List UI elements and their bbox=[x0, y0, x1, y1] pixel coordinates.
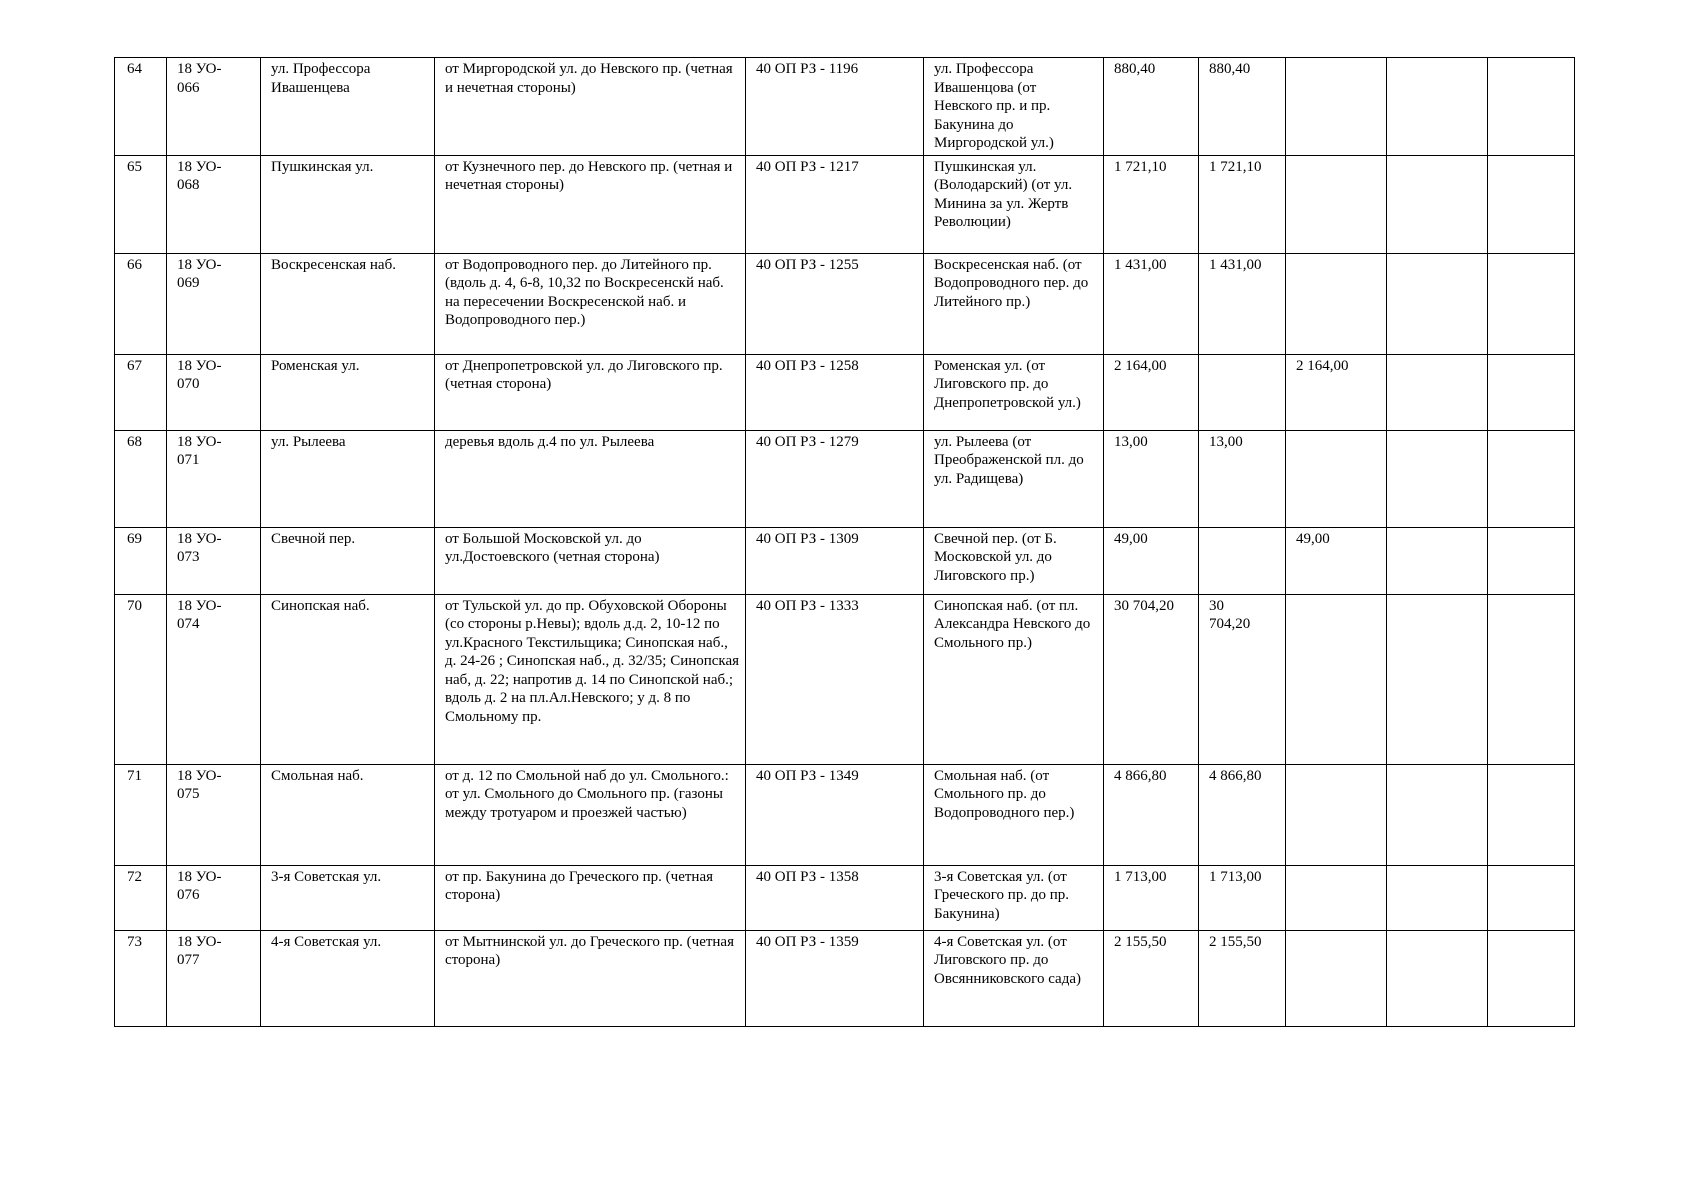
area-col-3 bbox=[1387, 354, 1488, 430]
row-number: 69 bbox=[115, 527, 167, 594]
area-col-4 bbox=[1488, 58, 1575, 156]
area-col-4 bbox=[1488, 354, 1575, 430]
row-number: 68 bbox=[115, 430, 167, 527]
total-area: 30 704,20 bbox=[1104, 594, 1199, 764]
object-name: ул. Рылеева bbox=[261, 430, 435, 527]
object-code: 18 УО- 073 bbox=[167, 527, 261, 594]
row-number: 64 bbox=[115, 58, 167, 156]
row-number: 73 bbox=[115, 930, 167, 1026]
table-row bbox=[115, 155, 1575, 253]
object-code: 18 УО- 066 bbox=[167, 58, 261, 156]
object-code: 18 УО- 068 bbox=[167, 155, 261, 253]
object-name: Смольная наб. bbox=[261, 764, 435, 865]
road-description: 4-я Советская ул. (от Лиговского пр. до Овсянниковского сада) bbox=[924, 930, 1104, 1026]
road-reg-number: 40 ОП РЗ - 1196 bbox=[746, 58, 924, 156]
area-col-2 bbox=[1286, 253, 1387, 354]
object-location: от пр. Бакунина до Греческого пр. (четная сторона) bbox=[435, 865, 746, 930]
object-name: ул. Профессора Ивашенцева bbox=[261, 58, 435, 156]
area-col-1 bbox=[1199, 354, 1286, 430]
table-row bbox=[115, 253, 1575, 354]
object-location: от Кузнечного пер. до Невского пр. (четная и нечетная стороны) bbox=[435, 155, 746, 253]
road-description: Свечной пер. (от Б. Московской ул. до Лиговского пр.) bbox=[924, 527, 1104, 594]
area-col-2: 2 164,00 bbox=[1286, 354, 1387, 430]
area-col-3 bbox=[1387, 155, 1488, 253]
object-location: деревья вдоль д.4 по ул. Рылеева bbox=[435, 430, 746, 527]
area-col-3 bbox=[1387, 253, 1488, 354]
road-reg-number: 40 ОП РЗ - 1217 bbox=[746, 155, 924, 253]
area-col-2 bbox=[1286, 865, 1387, 930]
object-name: 4-я Советская ул. bbox=[261, 930, 435, 1026]
road-reg-number: 40 ОП РЗ - 1279 bbox=[746, 430, 924, 527]
area-col-2 bbox=[1286, 764, 1387, 865]
area-col-3 bbox=[1387, 865, 1488, 930]
object-code: 18 УО- 077 bbox=[167, 930, 261, 1026]
total-area: 49,00 bbox=[1104, 527, 1199, 594]
area-col-2 bbox=[1286, 430, 1387, 527]
object-name: Воскресенская наб. bbox=[261, 253, 435, 354]
total-area: 2 164,00 bbox=[1104, 354, 1199, 430]
road-reg-number: 40 ОП РЗ - 1258 bbox=[746, 354, 924, 430]
area-col-4 bbox=[1488, 764, 1575, 865]
object-code: 18 УО- 075 bbox=[167, 764, 261, 865]
area-col-4 bbox=[1488, 865, 1575, 930]
object-location: от Миргородской ул. до Невского пр. (четная и нечетная стороны) bbox=[435, 58, 746, 156]
object-code: 18 УО- 070 bbox=[167, 354, 261, 430]
total-area: 2 155,50 bbox=[1104, 930, 1199, 1026]
area-col-2 bbox=[1286, 930, 1387, 1026]
area-col-1: 1 713,00 bbox=[1199, 865, 1286, 930]
object-name: Синопская наб. bbox=[261, 594, 435, 764]
area-col-1 bbox=[1199, 527, 1286, 594]
object-location: от Днепропетровской ул. до Лиговского пр. (четная сторона) bbox=[435, 354, 746, 430]
object-location: от д. 12 по Смольной наб до ул. Смольного.: от ул. Смольного до Смольного пр. (газоны между тротуаром и проезжей частью) bbox=[435, 764, 746, 865]
area-col-3 bbox=[1387, 430, 1488, 527]
road-description: Синопская наб. (от пл. Александра Невского до Смольного пр.) bbox=[924, 594, 1104, 764]
area-col-1: 13,00 bbox=[1199, 430, 1286, 527]
road-description: Смольная наб. (от Смольного пр. до Водопроводного пер.) bbox=[924, 764, 1104, 865]
area-col-2 bbox=[1286, 594, 1387, 764]
object-location: от Мытнинской ул. до Греческого пр. (четная сторона) bbox=[435, 930, 746, 1026]
table-row bbox=[115, 764, 1575, 865]
area-col-3 bbox=[1387, 527, 1488, 594]
object-location: от Тульской ул. до пр. Обуховской Обороны (со стороны р.Невы); вдоль д.д. 2, 10-12 по ул.Красного Текстильщика; Синопская наб., д. 24-26 ; Синопская наб., д. 32/35; Синопская наб, д. 22; напротив д. 14 по Синопской наб.; вдоль д. 2 на пл.Ал.Невского; у д. 8 по Смольному пр. bbox=[435, 594, 746, 764]
road-reg-number: 40 ОП РЗ - 1359 bbox=[746, 930, 924, 1026]
object-name: Свечной пер. bbox=[261, 527, 435, 594]
object-location: от Водопроводного пер. до Литейного пр. (вдоль д. 4, 6-8, 10,32 по Воскресенскй наб. на пересечении Воскресенской наб. и Водопроводного пер.) bbox=[435, 253, 746, 354]
area-col-4 bbox=[1488, 253, 1575, 354]
road-reg-number: 40 ОП РЗ - 1349 bbox=[746, 764, 924, 865]
green-areas-table bbox=[114, 57, 1575, 1027]
total-area: 1 721,10 bbox=[1104, 155, 1199, 253]
area-col-1: 30 704,20 bbox=[1199, 594, 1286, 764]
area-col-4 bbox=[1488, 155, 1575, 253]
area-col-4 bbox=[1488, 930, 1575, 1026]
total-area: 1 431,00 bbox=[1104, 253, 1199, 354]
area-col-1: 2 155,50 bbox=[1199, 930, 1286, 1026]
object-code: 18 УО- 069 bbox=[167, 253, 261, 354]
area-col-4 bbox=[1488, 527, 1575, 594]
table-row bbox=[115, 527, 1575, 594]
table-row bbox=[115, 430, 1575, 527]
road-description: 3-я Советская ул. (от Греческого пр. до пр. Бакунина) bbox=[924, 865, 1104, 930]
row-number: 71 bbox=[115, 764, 167, 865]
area-col-4 bbox=[1488, 594, 1575, 764]
area-col-1: 1 431,00 bbox=[1199, 253, 1286, 354]
object-code: 18 УО- 076 bbox=[167, 865, 261, 930]
area-col-2: 49,00 bbox=[1286, 527, 1387, 594]
row-number: 70 bbox=[115, 594, 167, 764]
area-col-3 bbox=[1387, 58, 1488, 156]
road-description: Роменская ул. (от Лиговского пр. до Днепропетровской ул.) bbox=[924, 354, 1104, 430]
object-name: Пушкинская ул. bbox=[261, 155, 435, 253]
road-reg-number: 40 ОП РЗ - 1358 bbox=[746, 865, 924, 930]
row-number: 66 bbox=[115, 253, 167, 354]
area-col-2 bbox=[1286, 155, 1387, 253]
area-col-3 bbox=[1387, 594, 1488, 764]
object-name: Роменская ул. bbox=[261, 354, 435, 430]
row-number: 72 bbox=[115, 865, 167, 930]
area-col-1: 1 721,10 bbox=[1199, 155, 1286, 253]
object-location: от Большой Московской ул. до ул.Достоевского (четная сторона) bbox=[435, 527, 746, 594]
area-col-1: 880,40 bbox=[1199, 58, 1286, 156]
table-row bbox=[115, 594, 1575, 764]
object-code: 18 УО- 071 bbox=[167, 430, 261, 527]
table-row bbox=[115, 930, 1575, 1026]
total-area: 13,00 bbox=[1104, 430, 1199, 527]
area-col-4 bbox=[1488, 430, 1575, 527]
area-col-3 bbox=[1387, 764, 1488, 865]
area-col-1: 4 866,80 bbox=[1199, 764, 1286, 865]
row-number: 65 bbox=[115, 155, 167, 253]
total-area: 4 866,80 bbox=[1104, 764, 1199, 865]
area-col-3 bbox=[1387, 930, 1488, 1026]
road-reg-number: 40 ОП РЗ - 1309 bbox=[746, 527, 924, 594]
road-reg-number: 40 ОП РЗ - 1333 bbox=[746, 594, 924, 764]
road-description: ул. Профессора Ивашенцова (от Невского пр. и пр. Бакунина до Миргородской ул.) bbox=[924, 58, 1104, 156]
area-col-2 bbox=[1286, 58, 1387, 156]
object-code: 18 УО- 074 bbox=[167, 594, 261, 764]
road-description: Пушкинская ул. (Володарский) (от ул. Минина за ул. Жертв Революции) bbox=[924, 155, 1104, 253]
total-area: 880,40 bbox=[1104, 58, 1199, 156]
table-body bbox=[115, 58, 1575, 1027]
object-name: 3-я Советская ул. bbox=[261, 865, 435, 930]
total-area: 1 713,00 bbox=[1104, 865, 1199, 930]
table-row bbox=[115, 865, 1575, 930]
road-reg-number: 40 ОП РЗ - 1255 bbox=[746, 253, 924, 354]
road-description: Воскресенская наб. (от Водопроводного пер. до Литейного пр.) bbox=[924, 253, 1104, 354]
road-description: ул. Рылеева (от Преображенской пл. до ул. Радищева) bbox=[924, 430, 1104, 527]
table-row bbox=[115, 58, 1575, 156]
table-row bbox=[115, 354, 1575, 430]
row-number: 67 bbox=[115, 354, 167, 430]
